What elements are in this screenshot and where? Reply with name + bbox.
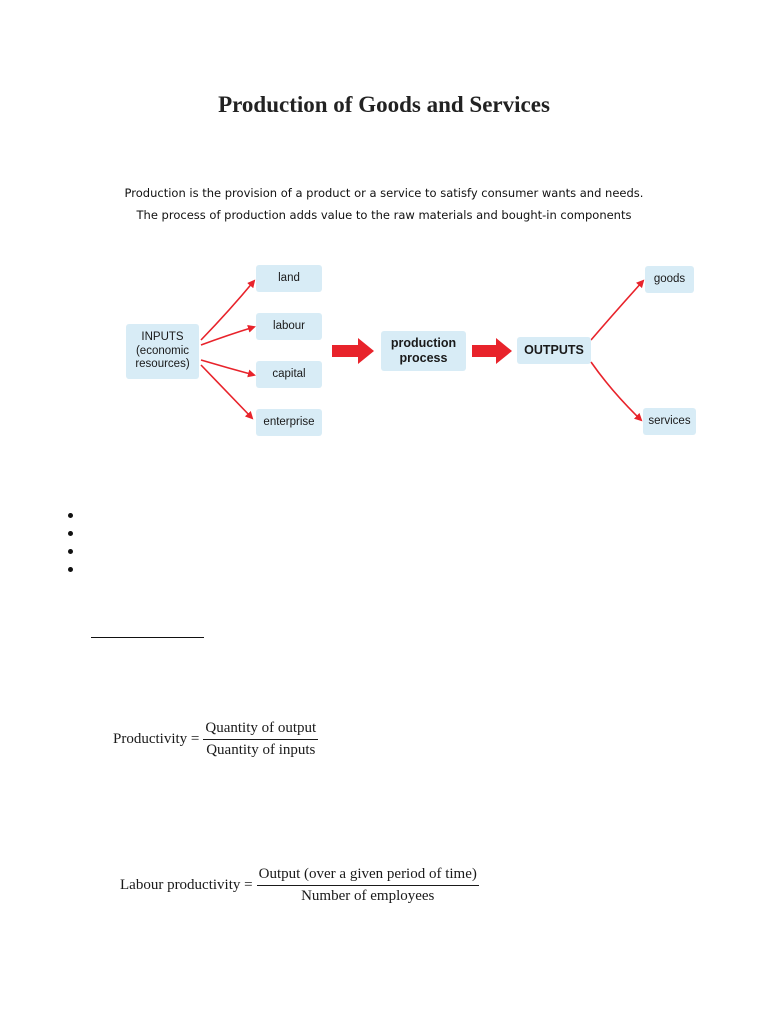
productivity-fraction: [203, 720, 318, 759]
factor-labour: labour: [256, 313, 322, 340]
production-process-box: [381, 331, 466, 371]
arrow-to-land: [201, 281, 254, 340]
arrow-to-labour: [201, 327, 254, 345]
page-title: Production of Goods and Services: [218, 92, 550, 117]
factor-land: land: [256, 265, 322, 292]
labour-productivity-fraction: [257, 866, 479, 905]
labour-productivity-lhs: Labour productivity =: [120, 877, 253, 893]
inputs-label: INPUTS: [141, 330, 184, 343]
productivity-formula: [113, 720, 318, 759]
labour-productivity-denominator: Number of employees: [301, 888, 435, 904]
productivity-lhs: Productivity =: [113, 731, 200, 747]
factor-enterprise: enterprise: [256, 409, 322, 436]
result-services: services: [643, 408, 696, 435]
productivity-numerator: Quantity of output: [203, 720, 318, 740]
labour-productivity-numerator: Output (over a given period of time): [257, 866, 479, 886]
block-arrow-to-outputs: [472, 338, 512, 364]
intro-line-1: Production is the provision of a product or a service to satisfy consumer wants and needs.: [124, 186, 644, 200]
arrow-to-goods: [591, 281, 643, 340]
labour-productivity-formula: [120, 866, 479, 905]
result-goods: goods: [645, 266, 694, 293]
underline-rule: [91, 637, 204, 638]
process-label-1: production: [390, 336, 457, 350]
arrow-to-services: [591, 362, 641, 420]
inputs-box: [126, 324, 199, 379]
productivity-denominator: Quantity of inputs: [206, 742, 316, 758]
inputs-sub-2: resources): [135, 358, 190, 371]
inputs-sub-1: (economic: [135, 344, 190, 357]
intro-line-2: The process of production adds value to the raw materials and bought-in components: [136, 208, 632, 222]
factor-capital: capital: [256, 361, 322, 388]
block-arrow-to-process: [332, 338, 374, 364]
process-label-2: process: [399, 351, 448, 365]
outputs-box: OUTPUTS: [517, 337, 591, 364]
